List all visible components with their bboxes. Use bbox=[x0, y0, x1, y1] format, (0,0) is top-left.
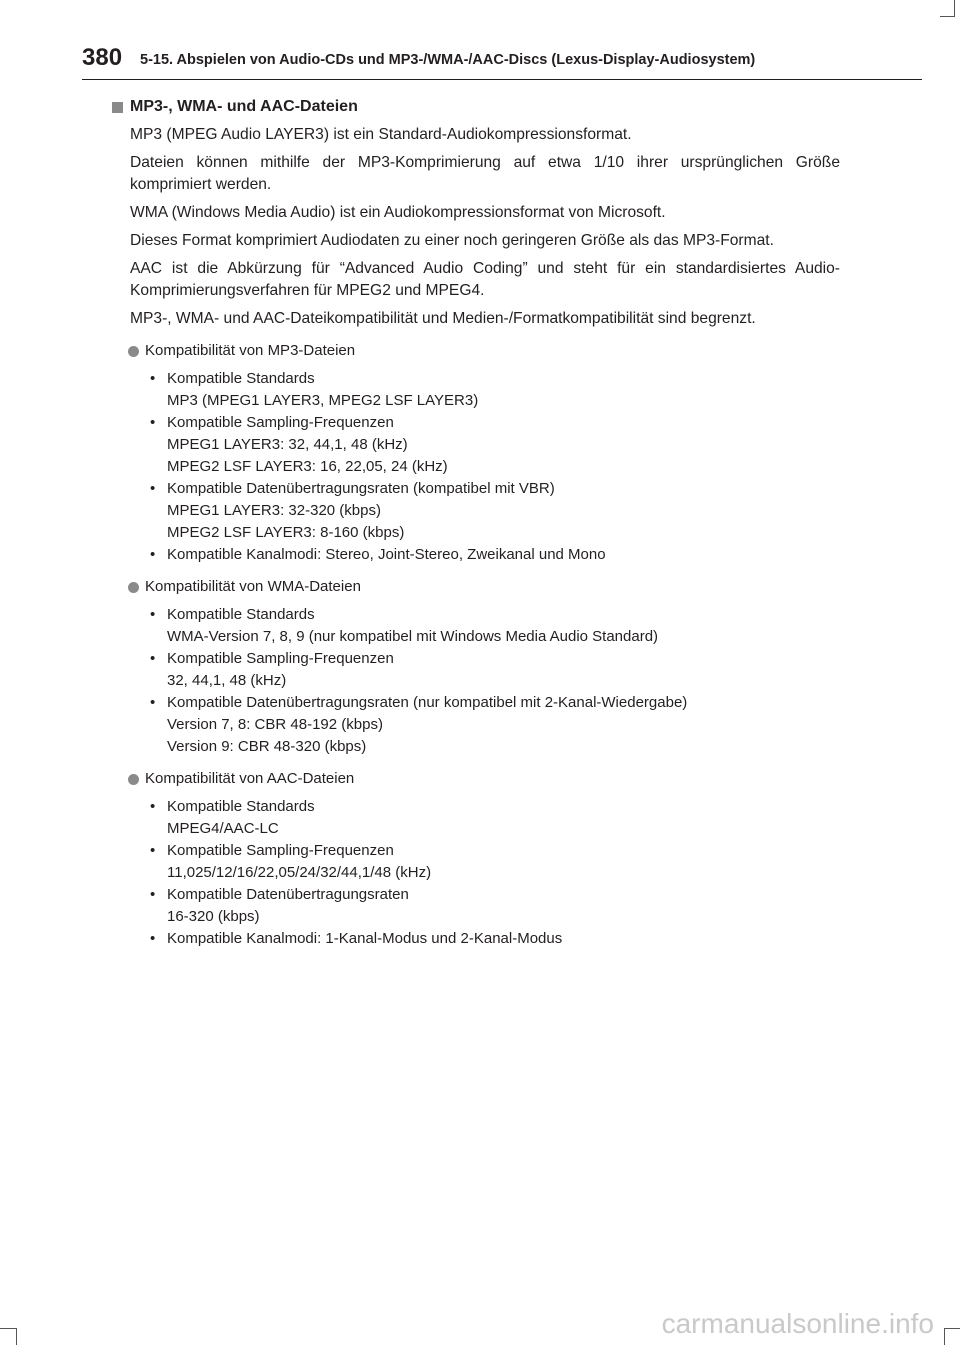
list-item-label: Kompatible Sampling-Frequenzen bbox=[167, 414, 394, 431]
bullet-dot-icon: • bbox=[150, 370, 156, 387]
chapter-title: 5-15. Abspielen von Audio-CDs und MP3-/WMA-/AAC-Discs (Lexus-Display-Audiosystem) bbox=[140, 52, 756, 68]
mp3-heading bbox=[128, 340, 840, 362]
crop-mark bbox=[0, 1328, 16, 1329]
bullet-dot-icon: • bbox=[150, 842, 156, 859]
list-item-label: Kompatible Datenübertragungsraten (kompatibel mit VBR) bbox=[167, 480, 555, 497]
list-item bbox=[150, 604, 840, 626]
list-item-detail: WMA-Version 7, 8, 9 (nur kompatibel mit Windows Media Audio Standard) bbox=[167, 628, 659, 645]
list-item-label: Kompatible Sampling-Frequenzen bbox=[167, 842, 394, 859]
list-item bbox=[150, 692, 840, 714]
aac-heading bbox=[128, 768, 840, 790]
list-item bbox=[150, 928, 840, 950]
list-item bbox=[150, 840, 840, 862]
circle-bullet-icon bbox=[128, 346, 139, 357]
list-item-detail: 16-320 (kbps) bbox=[167, 908, 260, 925]
bullet-dot-icon: • bbox=[150, 650, 156, 667]
paragraph: MP3-, WMA- und AAC-Dateikompatibilität und Medien-/Formatkompatibilität sind begrenzt. bbox=[130, 310, 756, 327]
aac-list bbox=[150, 796, 840, 950]
list-item-detail: Version 9: CBR 48-320 (kbps) bbox=[167, 738, 367, 755]
list-item-label: Kompatible Sampling-Frequenzen bbox=[167, 650, 394, 667]
list-item bbox=[150, 544, 840, 566]
list-item-detail: MPEG2 LSF LAYER3: 8-160 (kbps) bbox=[167, 524, 405, 541]
list-item-label: Kompatible Datenübertragungsraten (nur kompatibel mit 2-Kanal-Wiedergabe) bbox=[167, 694, 688, 711]
wma-heading bbox=[128, 576, 840, 598]
crop-mark bbox=[16, 1328, 17, 1345]
bullet-dot-icon: • bbox=[150, 694, 156, 711]
list-item bbox=[150, 368, 840, 390]
list-item bbox=[150, 412, 840, 434]
list-item-detail: MPEG2 LSF LAYER3: 16, 22,05, 24 (kHz) bbox=[167, 458, 448, 475]
list-item-detail: MPEG1 LAYER3: 32, 44,1, 48 (kHz) bbox=[167, 436, 408, 453]
section-heading bbox=[112, 96, 840, 118]
mp3-list bbox=[150, 368, 840, 566]
list-item-label: Kompatible Datenübertragungsraten bbox=[167, 886, 409, 903]
paragraph: AAC ist die Abkürzung für “Advanced Audio Coding” und steht für ein standardisiertes Audio-Komprimierungsverfahren für MPEG2 und MPEG4. bbox=[130, 260, 840, 299]
bullet-dot-icon: • bbox=[150, 798, 156, 815]
bullet-dot-icon: • bbox=[150, 480, 156, 497]
mp3-heading-text: Kompatibilität von MP3-Dateien bbox=[145, 342, 356, 359]
paragraph: Dieses Format komprimiert Audiodaten zu einer noch geringeren Größe als das MP3-Format. bbox=[130, 232, 774, 249]
crop-mark bbox=[944, 1328, 945, 1345]
list-item bbox=[150, 478, 840, 500]
wma-heading-text: Kompatibilität von WMA-Dateien bbox=[145, 578, 361, 595]
circle-bullet-icon bbox=[128, 582, 139, 593]
list-item-detail: MP3 (MPEG1 LAYER3, MPEG2 LSF LAYER3) bbox=[167, 392, 479, 409]
paragraph: Dateien können mithilfe der MP3-Komprimierung auf etwa 1/10 ihrer ursprünglichen Größe komprimiert werden. bbox=[130, 154, 840, 193]
page-content bbox=[112, 96, 840, 950]
wma-list bbox=[150, 604, 840, 758]
bullet-dot-icon: • bbox=[150, 606, 156, 623]
bullet-dot-icon: • bbox=[150, 414, 156, 431]
crop-mark bbox=[940, 16, 955, 17]
bullet-dot-icon: • bbox=[150, 886, 156, 903]
list-item-detail: MPEG4/AAC-LC bbox=[167, 820, 279, 837]
watermark: carmanualsonline.info bbox=[661, 1308, 934, 1339]
list-item-detail: MPEG1 LAYER3: 32-320 (kbps) bbox=[167, 502, 381, 519]
paragraph: WMA (Windows Media Audio) ist ein Audiokompressionsformat von Microsoft. bbox=[130, 204, 666, 221]
list-item-label: Kompatible Kanalmodi: Stereo, Joint-Stereo, Zweikanal und Mono bbox=[167, 546, 606, 563]
list-item-detail: 11,025/12/16/22,05/24/32/44,1/48 (kHz) bbox=[167, 864, 432, 881]
bullet-dot-icon: • bbox=[150, 930, 156, 947]
header-rule bbox=[82, 79, 922, 80]
list-item-detail: 32, 44,1, 48 (kHz) bbox=[167, 672, 287, 689]
list-item-detail: Version 7, 8: CBR 48-192 (kbps) bbox=[167, 716, 383, 733]
crop-mark bbox=[944, 1328, 960, 1329]
aac-heading-text: Kompatibilität von AAC-Dateien bbox=[145, 770, 355, 787]
list-item-label: Kompatible Kanalmodi: 1-Kanal-Modus und 2-Kanal-Modus bbox=[167, 930, 563, 947]
crop-mark bbox=[954, 0, 955, 16]
paragraph: MP3 (MPEG Audio LAYER3) ist ein Standard-Audiokompressionsformat. bbox=[130, 126, 632, 143]
list-item bbox=[150, 884, 840, 906]
list-item-label: Kompatible Standards bbox=[167, 798, 315, 815]
section-heading-text: MP3-, WMA- und AAC-Dateien bbox=[130, 98, 358, 115]
list-item-label: Kompatible Standards bbox=[167, 370, 315, 387]
page-number: 380 bbox=[82, 44, 123, 71]
list-item bbox=[150, 648, 840, 670]
square-bullet-icon bbox=[112, 102, 123, 113]
circle-bullet-icon bbox=[128, 774, 139, 785]
list-item bbox=[150, 796, 840, 818]
list-item-label: Kompatible Standards bbox=[167, 606, 315, 623]
bullet-dot-icon: • bbox=[150, 546, 156, 563]
page-header bbox=[82, 44, 922, 78]
